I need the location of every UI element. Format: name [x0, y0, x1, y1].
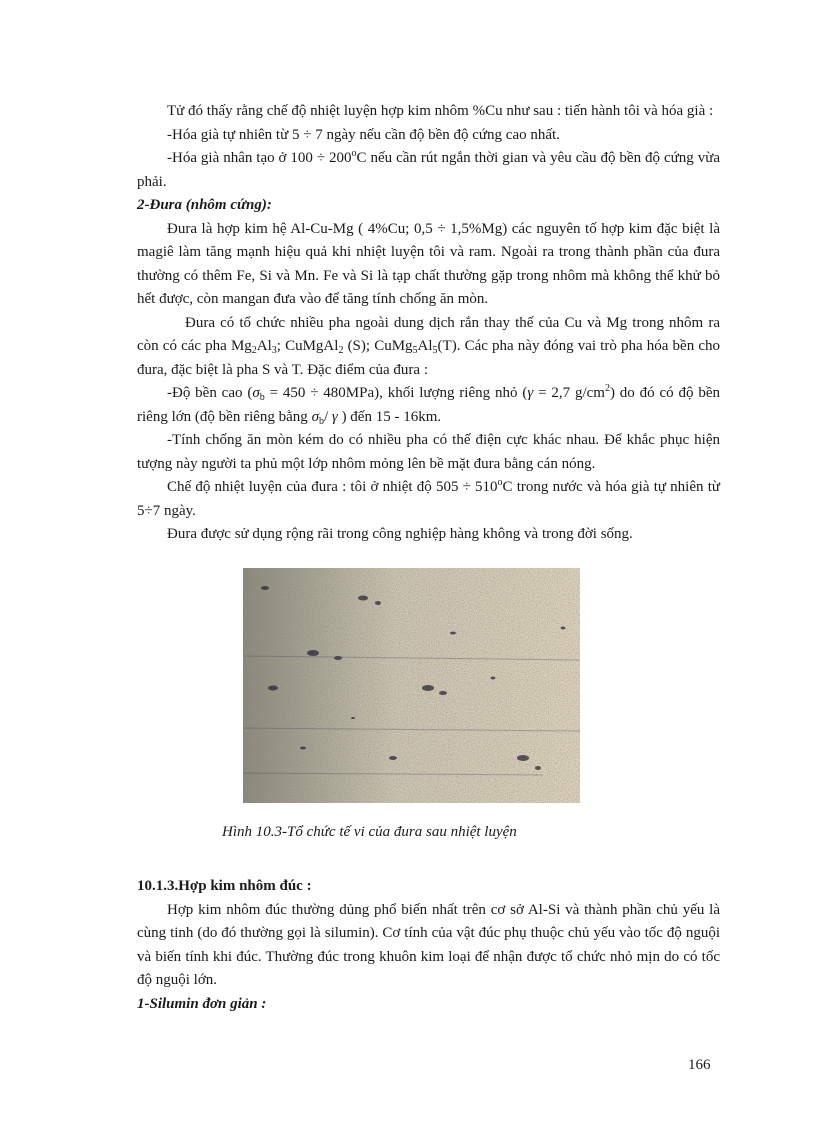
- micrograph-image: [243, 568, 580, 803]
- micrograph-figure: [243, 568, 580, 803]
- section-heading-cast-alloy: 10.1.3.Hợp kim nhôm đúc :: [137, 878, 312, 894]
- paragraph-dura-usage: Đura được sử dụng rộng rãi trong công nghiệp hàng không và trong đời sống.: [167, 526, 633, 542]
- paragraph-cast-alloy: Hợp kim nhôm đúc thường dủng phổ biến nhất trên cơ sở Al-Si và thành phần chủ yếu là cùng tinh (do đó thường gọi là silumin). Cơ tính của vật đúc phụ thuộc chủ yếu vào tốc độ nguội và biến tính khi đúc. Thường đúc trong khuôn kim loại để nhận được tổ chức nhỏ mịn do có tốc độ nguội lớn.: [137, 901, 720, 988]
- paragraph-natural-aging: -Hóa già tự nhiên từ 5 ÷ 7 ngày nếu cần độ bền độ cứng cao nhất.: [167, 126, 560, 143]
- paragraph-artificial-aging: -Hóa già nhân tạo ở $100 \div 200^oC$ nếu cần rút ngắn thời gian và yêu cầu độ bền độ cứng vừa phải.: [137, 148, 720, 190]
- page-content: [137, 100, 720, 547]
- figure-caption: Hình 10.3-Tổ chức tế vi của đura sau nhiệt luyện: [222, 824, 517, 840]
- paragraph-dura-strength: -Độ bền cao $(\sigma_b = 450 \div 480MPa)$, khối lượng riêng nhỏ (γ = 2,7 $g/cm^2$) do đó có độ bền riêng lớn (độ bền riêng bằng $\sigma_b/$ γ ) đến 15 - 16km.: [137, 383, 720, 427]
- paragraph-dura-definition: Đura là hợp kim hệ Al-Cu-Mg ( 4%Cu; 0,5 ÷ 1,5%Mg) các nguyên tố hợp kim đặc biệt là magiê làm tăng mạnh hiệu quả khi nhiệt luyện tôi và ram. Ngoài ra trong thành phần của đura thường có thêm Fe, Si và Mn. Fe và Si là tạp chất thường gặp trong nhôm mà không thể khử bỏ hết được, còn mangan đưa vào để tăng tính chống ăn mòn.: [137, 220, 720, 307]
- paragraph-dura-phases: Đura có tổ chức nhiều pha ngoài dung dịch rắn thay thế của Cu và Mg trong nhôm ra còn có các pha $Mg_2Al_3$; CuMgAl$_2$ (S); $CuMg_5Al_5(T)$. Các pha này đóng vai trò pha hóa bền cho đura, đặc biệt là pha S và T. Đặc điểm của đura :: [137, 314, 720, 378]
- paragraph-dura-corrosion: -Tính chống ăn mòn kém do có nhiều pha có thế điện cực khác nhau. Để khắc phục hiện tượng này người ta phủ một lớp nhôm mỏng lên bề mặt đura bằng cán nóng.: [137, 432, 720, 472]
- paragraph-dura-heat-treatment: Chế độ nhiệt luyện của đura : tôi ở nhiệt độ $505 \div 510^oC$ trong nước và hóa già tự nhiên từ 5÷7 ngày.: [137, 477, 720, 519]
- section-heading-dura: 2-Đura (nhôm cứng):: [137, 197, 272, 213]
- page-number: 166: [688, 1057, 711, 1073]
- page-content-lower: [137, 875, 720, 1016]
- paragraph-intro: Tử đó thấy rằng chế độ nhiệt luyện hợp kim nhôm %Cu như sau : tiến hành tôi và hóa già :: [167, 103, 714, 119]
- section-heading-silumin: 1-Silumin đơn giản :: [137, 995, 267, 1012]
